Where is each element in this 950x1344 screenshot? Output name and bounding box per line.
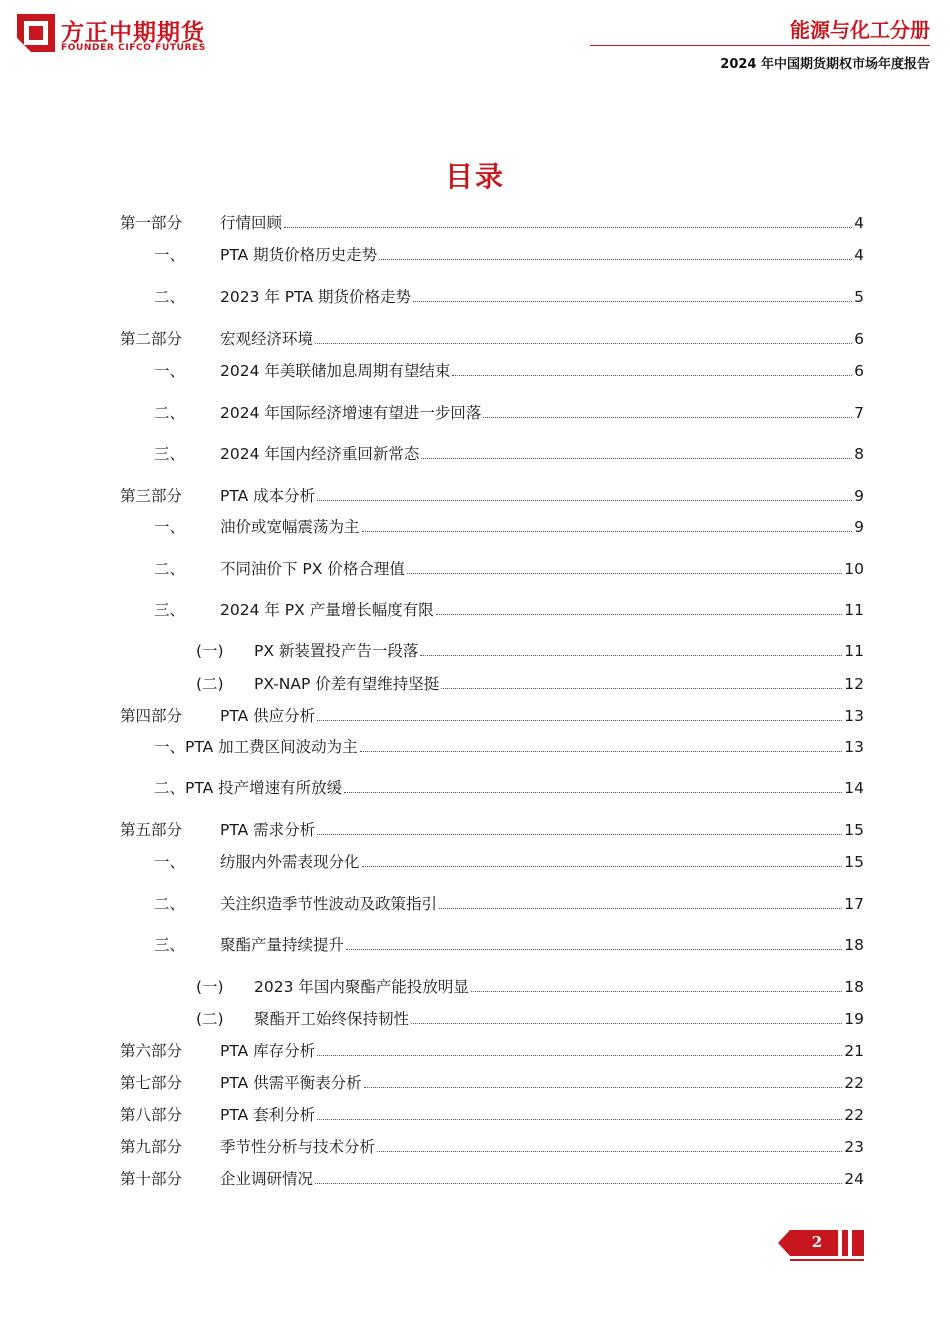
toc-entry-line — [220, 360, 864, 382]
toc-entry-page: 13 — [844, 707, 864, 725]
header-divider — [590, 45, 930, 46]
toc-entry[interactable] — [120, 976, 864, 998]
toc-dot-leader — [364, 1072, 843, 1088]
toc-entry-line — [220, 443, 864, 465]
toc-entry-marker: 第十部分 — [120, 1170, 183, 1188]
toc-entry-page: 24 — [844, 1170, 864, 1188]
toc-entry-title: 宏观经济环境 — [220, 330, 314, 348]
toc-entry-line — [220, 244, 864, 266]
toc-dot-leader — [413, 286, 852, 302]
toc-entry-page: 21 — [844, 1042, 864, 1060]
toc-entry-page: 4 — [854, 246, 864, 264]
toc-entry-line — [220, 819, 864, 841]
toc-entry[interactable] — [120, 286, 864, 308]
toc-entry-page: 12 — [844, 675, 864, 693]
brand-name-en: FOUNDER CIFCO FUTURES — [61, 43, 206, 53]
toc-dot-leader — [436, 599, 843, 615]
toc-entry[interactable] — [120, 1072, 864, 1094]
toc-entry-line — [154, 736, 864, 758]
toc-entry-title: PTA 库存分析 — [220, 1042, 316, 1060]
toc-entry[interactable] — [120, 673, 864, 695]
toc-entry[interactable] — [120, 328, 864, 350]
toc-entry[interactable] — [120, 640, 864, 662]
toc-entry[interactable] — [120, 893, 864, 915]
page-number: 2 — [811, 1233, 823, 1251]
toc-entry-marker: 三、 — [154, 445, 186, 463]
toc-entry-line — [220, 1104, 864, 1126]
toc-entry-title: 2023 年 PTA 期货价格走势 — [220, 288, 411, 306]
toc-entry-page: 6 — [854, 330, 864, 348]
toc-heading: 目录 — [444, 160, 505, 193]
toc-entry-page: 8 — [854, 445, 864, 463]
toc-entry-marker: 一、 — [154, 362, 186, 380]
report-title: 2024 年中国期货期权市场年度报告 — [720, 57, 930, 72]
toc-entry-marker: 一、 — [154, 246, 186, 264]
toc-entry-page: 9 — [854, 518, 864, 536]
toc-entry-marker: 一、 — [154, 518, 186, 536]
toc-entry[interactable] — [120, 244, 864, 266]
toc-dot-leader — [377, 1136, 842, 1152]
brand-name-cn: 方正中期期货 — [61, 20, 205, 46]
toc-entry-line — [220, 1136, 864, 1158]
toc-entry-line — [220, 558, 864, 580]
company-logo — [17, 14, 217, 58]
toc-dot-leader — [346, 934, 842, 950]
toc-entry[interactable] — [120, 1008, 864, 1030]
toc-entry-page: 10 — [844, 560, 864, 578]
toc-entry-page: 17 — [844, 895, 864, 913]
toc-entry-title: PTA 期货价格历史走势 — [220, 246, 378, 264]
toc-entry-title: 企业调研情况 — [220, 1170, 314, 1188]
toc-entry-title: PTA 供需平衡表分析 — [220, 1074, 362, 1092]
toc-entry-line — [220, 851, 864, 873]
toc-entry-page: 11 — [844, 642, 864, 660]
toc-entry[interactable] — [120, 736, 864, 758]
toc-entry-marker: (一) — [196, 642, 224, 660]
toc-entry-line — [254, 640, 864, 662]
toc-entry-marker: 第二部分 — [120, 330, 183, 348]
toc-entry-line — [220, 328, 864, 350]
toc-entry-title: 聚酯开工始终保持韧性 — [254, 1010, 410, 1028]
toc-dot-leader — [315, 328, 852, 344]
toc-entry-page: 5 — [854, 288, 864, 306]
toc-dot-leader — [317, 1040, 842, 1056]
toc-dot-leader — [483, 402, 852, 418]
toc-entry-page: 9 — [854, 487, 864, 505]
toc-entry-marker: 第一部分 — [120, 214, 183, 232]
toc-entry-marker: 第七部分 — [120, 1074, 183, 1092]
toc-dot-leader — [344, 777, 842, 793]
toc-entry-line — [220, 705, 864, 727]
toc-entry-title: 行情回顾 — [220, 214, 283, 232]
toc-entry-page: 7 — [854, 404, 864, 422]
toc-entry[interactable] — [120, 443, 864, 465]
toc-entry-title: 不同油价下 PX 价格合理值 — [220, 560, 405, 578]
toc-entry-marker: 二、 — [154, 404, 186, 422]
toc-entry-marker: 一、 — [154, 853, 186, 871]
toc-entry-marker: (二) — [196, 675, 224, 693]
toc-entry-line — [220, 485, 864, 507]
toc-dot-leader — [317, 705, 842, 721]
toc-entry-marker: 第四部分 — [120, 707, 183, 725]
toc-dot-leader — [362, 851, 843, 867]
toc-dot-leader — [452, 360, 852, 376]
toc-entry-page: 6 — [854, 362, 864, 380]
toc-dot-leader — [317, 485, 852, 501]
toc-entry[interactable] — [120, 851, 864, 873]
toc-entry-title: 二、PTA 投产增速有所放缓 — [154, 779, 343, 797]
toc-entry[interactable] — [120, 1168, 864, 1190]
toc-entry[interactable] — [120, 1104, 864, 1126]
toc-entry-marker: (一) — [196, 978, 224, 996]
toc-entry-title: 油价或宽幅震荡为主 — [220, 518, 360, 536]
toc-entry-title: PX-NAP 价差有望维持坚挺 — [254, 675, 440, 693]
toc-entry-title: 纺服内外需表现分化 — [220, 853, 360, 871]
toc-entry-marker: 第九部分 — [120, 1138, 183, 1156]
toc-dot-leader — [317, 819, 842, 835]
toc-dot-leader — [420, 640, 842, 656]
toc-dot-leader — [362, 516, 853, 532]
toc-entry[interactable] — [120, 934, 864, 956]
toc-dot-leader — [441, 673, 842, 689]
toc-entry-line — [220, 212, 864, 234]
toc-entry-page: 22 — [844, 1106, 864, 1124]
toc-entry-page: 15 — [844, 853, 864, 871]
toc-entry[interactable] — [120, 558, 864, 580]
toc-entry-page: 19 — [844, 1010, 864, 1028]
toc-entry[interactable] — [120, 516, 864, 538]
founder-logo-icon — [17, 14, 55, 52]
toc-entry[interactable] — [120, 1136, 864, 1158]
toc-entry-page: 15 — [844, 821, 864, 839]
toc-dot-leader — [407, 558, 842, 574]
toc-entry-page: 22 — [844, 1074, 864, 1092]
page-footer — [778, 1228, 864, 1264]
toc-entry-page: 11 — [844, 601, 864, 619]
toc-entry[interactable] — [120, 485, 864, 507]
toc-entry-title: 2024 年美联储加息周期有望结束 — [220, 362, 451, 380]
toc-entry[interactable] — [120, 819, 864, 841]
toc-entry-title: 关注织造季节性波动及政策指引 — [220, 895, 438, 913]
toc-entry-line — [220, 893, 864, 915]
toc-dot-leader — [284, 212, 852, 228]
toc-entry-marker: 第六部分 — [120, 1042, 183, 1060]
toc-entry-page: 18 — [844, 978, 864, 996]
toc-dot-leader — [360, 736, 843, 752]
toc-entry-line — [220, 1072, 864, 1094]
toc-dot-leader — [471, 976, 842, 992]
toc-entry-line — [220, 516, 864, 538]
toc-entry-line — [220, 1040, 864, 1062]
toc-entry[interactable] — [120, 705, 864, 727]
toc-entry-marker: 第三部分 — [120, 487, 183, 505]
page-header — [0, 0, 950, 80]
toc-dot-leader — [379, 244, 852, 260]
toc-entry[interactable] — [120, 1040, 864, 1062]
toc-entry-marker: 二、 — [154, 288, 186, 306]
toc-entry-marker: 第八部分 — [120, 1106, 183, 1124]
toc-entry[interactable] — [120, 212, 864, 234]
toc-entry-title: 一、PTA 加工费区间波动为主 — [154, 738, 358, 756]
toc-entry-title: PTA 成本分析 — [220, 487, 316, 505]
toc-entry-page: 18 — [844, 936, 864, 954]
toc-entry-title: PTA 需求分析 — [220, 821, 316, 839]
toc-entry[interactable] — [120, 360, 864, 382]
toc-entry-marker: (二) — [196, 1010, 224, 1028]
toc-entry-line — [220, 402, 864, 424]
toc-entry-page: 4 — [854, 214, 864, 232]
toc-entry-page: 14 — [844, 779, 864, 797]
toc-entry-marker: 二、 — [154, 560, 186, 578]
toc-dot-leader — [315, 1168, 842, 1184]
toc-entry-title: 聚酯产量持续提升 — [220, 936, 345, 954]
toc-entry-title: 2024 年国内经济重回新常态 — [220, 445, 420, 463]
toc-entry-line — [254, 673, 864, 695]
toc-entry-line — [220, 599, 864, 621]
toc-entry[interactable] — [120, 402, 864, 424]
toc-entry-line — [220, 1168, 864, 1190]
toc-entry-title: 季节性分析与技术分析 — [220, 1138, 376, 1156]
toc-entry-line — [154, 777, 864, 799]
toc-entry[interactable] — [120, 777, 864, 799]
toc-entry-line — [254, 1008, 864, 1030]
toc-entry-title: PTA 供应分析 — [220, 707, 316, 725]
toc-entry-line — [254, 976, 864, 998]
toc-entry[interactable] — [120, 599, 864, 621]
toc-dot-leader — [411, 1008, 842, 1024]
volume-title: 能源与化工分册 — [790, 18, 930, 42]
toc-dot-leader — [421, 443, 852, 459]
toc-entry-marker: 二、 — [154, 895, 186, 913]
toc-entry-title: PX 新装置投产告一段落 — [254, 642, 419, 660]
toc-entry-title: 2024 年国际经济增速有望进一步回落 — [220, 404, 482, 422]
toc-entry-page: 13 — [844, 738, 864, 756]
toc-entry-marker: 第五部分 — [120, 821, 183, 839]
toc-entry-title: PTA 套利分析 — [220, 1106, 316, 1124]
toc-entry-title: 2024 年 PX 产量增长幅度有限 — [220, 601, 434, 619]
toc-entry-line — [220, 934, 864, 956]
toc-entry-line — [220, 286, 864, 308]
toc-entry-page: 23 — [844, 1138, 864, 1156]
toc-entry-marker: 三、 — [154, 601, 186, 619]
toc-dot-leader — [317, 1104, 842, 1120]
toc-dot-leader — [439, 893, 842, 909]
toc-entry-marker: 三、 — [154, 936, 186, 954]
toc-entry-title: 2023 年国内聚酯产能投放明显 — [254, 978, 469, 996]
